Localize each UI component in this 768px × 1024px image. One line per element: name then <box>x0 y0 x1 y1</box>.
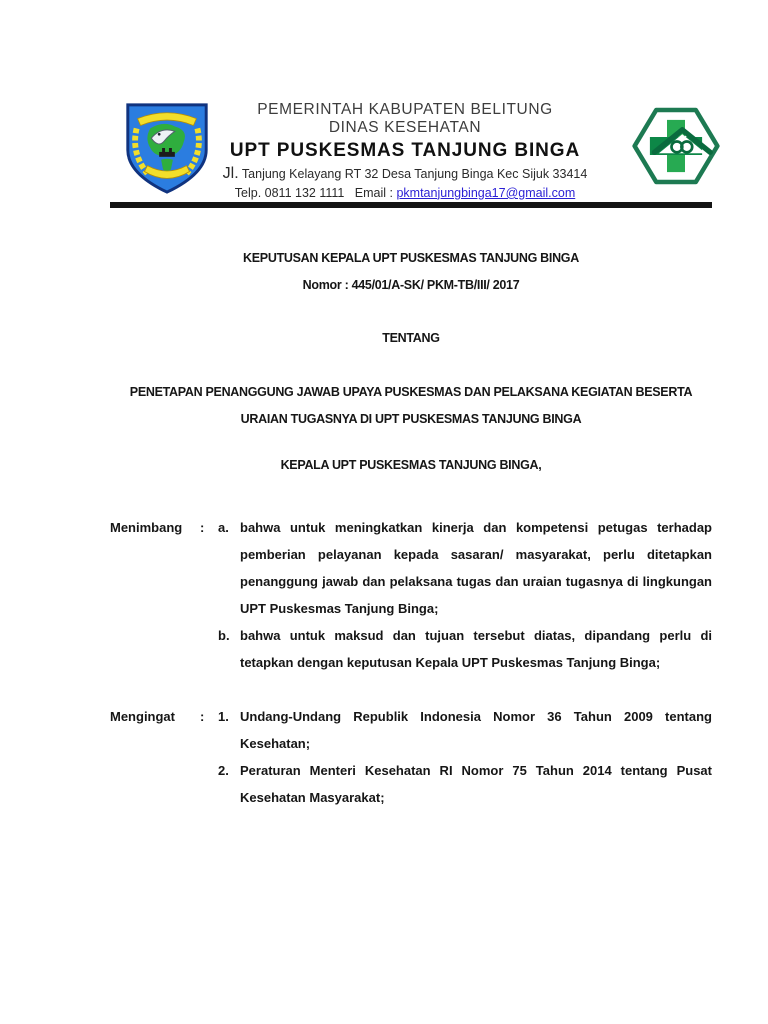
phone-text: Telp. 0811 132 1111 <box>234 185 345 200</box>
decree-issuer: KEPALA UPT PUSKESMAS TANJUNG BINGA, <box>280 458 542 472</box>
decree-body <box>110 514 712 811</box>
list-item <box>218 757 712 811</box>
list-item <box>218 514 712 622</box>
decree-subject-line1: PENETAPAN PENANGGUNG JAWAB UPAYA PUSKESMAS DAN PELAKSANA KEGIATAN BESERTA <box>129 385 693 399</box>
section-label: Menimbang <box>110 520 183 535</box>
list-item-text: bahwa untuk meningkatkan kinerja dan kompetensi petugas terhadap pemberian pelayanan kepada sasaran/ masyarakat, perlu ditetapkan penanggung jawab dan pelaksana tugas dan uraian tugasnya di lingkungan UPT Puskesmas Tanjung Binga; <box>240 520 712 616</box>
decree-title: KEPUTUSAN KEPALA UPT PUSKESMAS TANJUNG BINGA <box>243 251 579 265</box>
address-prefix: Jl. <box>222 165 239 183</box>
letterhead <box>185 101 625 200</box>
section-items <box>218 514 712 676</box>
email-label: Email : <box>354 185 393 200</box>
section-items <box>218 703 712 811</box>
contact-line <box>185 186 625 200</box>
office-name: UPT PUSKESMAS TANJUNG BINGA <box>229 139 581 161</box>
section-label: Mengingat <box>110 709 175 724</box>
email-link[interactable]: pkmtanjungbinga17@gmail.com <box>396 185 576 200</box>
section-colon: : <box>200 520 205 535</box>
list-item-marker: 2. <box>218 763 229 778</box>
list-item-text: Peraturan Menteri Kesehatan RI Nomor 75 Tahun 2014 tentang Pusat Kesehatan Masyarakat; <box>240 763 712 805</box>
list-item <box>218 622 712 676</box>
puskesmas-hexagon-cross-icon <box>629 101 723 191</box>
section-mengingat <box>110 703 712 811</box>
decree-number: Nomor : 445/01/A-SK/ PKM-TB/III/ 2017 <box>302 278 520 292</box>
list-item-text: Undang-Undang Republik Indonesia Nomor 36 Tahun 2009 tentang Kesehatan; <box>240 709 712 751</box>
department-name: DINAS KESEHATAN <box>328 118 482 136</box>
decree-about-label: TENTANG <box>382 331 440 345</box>
list-item-marker: b. <box>218 628 230 643</box>
decree-subject-line2: URAIAN TUGASNYA DI UPT PUSKESMAS TANJUNG BINGA <box>240 412 582 426</box>
list-item <box>218 703 712 757</box>
puskesmas-logo <box>629 101 723 191</box>
list-item-text: bahwa untuk maksud dan tujuan tersebut diatas, dipandang perlu di tetapkan dengan keputusan Kepala UPT Puskesmas Tanjung Binga; <box>240 628 712 670</box>
letterhead-divider <box>110 202 712 208</box>
section-colon: : <box>200 709 205 724</box>
list-item-marker: 1. <box>218 709 229 724</box>
section-menimbang <box>110 514 712 676</box>
address-text: Tanjung Kelayang RT 32 Desa Tanjung Binga Kec Sijuk 33414 <box>241 167 588 182</box>
address-line <box>185 165 625 183</box>
list-item-marker: a. <box>218 520 229 535</box>
government-name: PEMERINTAH KABUPATEN BELITUNG <box>257 101 553 118</box>
